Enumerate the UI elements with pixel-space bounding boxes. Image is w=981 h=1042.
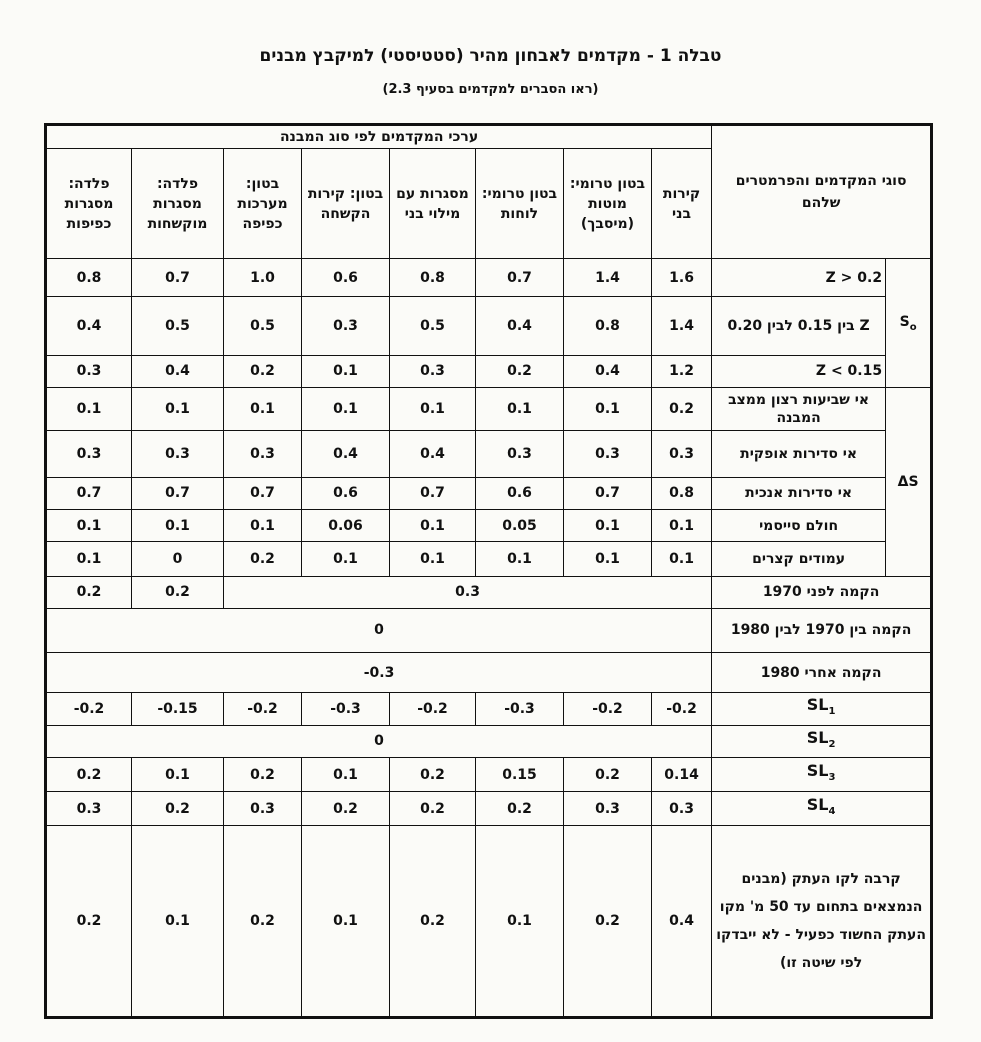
row-label: אי סדירות אנכית bbox=[712, 477, 886, 509]
group-s0-sub: o bbox=[909, 321, 917, 333]
col-header-masonry: קירות בני bbox=[652, 149, 712, 259]
table-row bbox=[46, 477, 932, 509]
sl-sub: 3 bbox=[828, 772, 836, 784]
cell: 0.6 bbox=[302, 259, 390, 297]
table-row bbox=[46, 576, 932, 608]
cell: 0.1 bbox=[132, 388, 224, 431]
cell: 0.6 bbox=[302, 477, 390, 509]
cell: -0.3 bbox=[302, 693, 390, 725]
row-label: הקמה לפני 1970 bbox=[712, 576, 932, 608]
cell: 0.3 bbox=[564, 431, 652, 477]
cell: 0.1 bbox=[224, 388, 302, 431]
table-row bbox=[46, 431, 932, 477]
cell: 0.2 bbox=[564, 757, 652, 791]
sl-text: SL bbox=[806, 695, 829, 715]
row-label: אי סדירות אופקית bbox=[712, 431, 886, 477]
col-header-infill-frames: מסגרות עם מילוי בני bbox=[390, 149, 476, 259]
cell: -0.15 bbox=[132, 693, 224, 725]
cell: 1.4 bbox=[564, 259, 652, 297]
table-title: טבלה 1 - מקדמים לאבחון מהיר (סטטיסטי) למיקבץ מבנים bbox=[259, 46, 722, 66]
cell: 0.2 bbox=[390, 792, 476, 826]
cell: 1.4 bbox=[652, 297, 712, 355]
cell: 0.4 bbox=[132, 355, 224, 387]
row-label-sl4 bbox=[712, 792, 932, 826]
cell: 0.3 bbox=[46, 355, 132, 387]
merged-cell: 0 bbox=[46, 608, 712, 652]
cell: 0.2 bbox=[224, 542, 302, 576]
cell: 0.1 bbox=[46, 509, 132, 541]
row-label: אי שביעות רצון ממצב המבנה bbox=[712, 388, 886, 431]
cell: 0.3 bbox=[302, 297, 390, 355]
group-s0-text: S bbox=[899, 313, 910, 330]
merged-cell: -0.3 bbox=[46, 653, 712, 693]
cell: 0.1 bbox=[224, 509, 302, 541]
table-row bbox=[46, 608, 932, 652]
cell: 0.2 bbox=[476, 792, 564, 826]
row-label: Z בין 0.15 לבין 0.20 bbox=[712, 297, 886, 355]
cell: 0.1 bbox=[476, 826, 564, 1018]
cell: 0.6 bbox=[476, 477, 564, 509]
cell: 0.1 bbox=[564, 388, 652, 431]
cell: -0.2 bbox=[564, 693, 652, 725]
cell: -0.2 bbox=[224, 693, 302, 725]
category-header: סוגי המקדמים והפרמטרים שלהם bbox=[712, 125, 932, 259]
cell: 0.2 bbox=[390, 826, 476, 1018]
cell: 0.3 bbox=[46, 792, 132, 826]
table-row bbox=[46, 653, 932, 693]
cell: 0.2 bbox=[390, 757, 476, 791]
cell: 0.8 bbox=[564, 297, 652, 355]
group-label-s0 bbox=[886, 259, 932, 388]
cell: 0.1 bbox=[302, 826, 390, 1018]
values-group-header: ערכי המקדמים לפי סוג המבנה bbox=[46, 125, 712, 149]
row-label: חולם סייסמי bbox=[712, 509, 886, 541]
cell: 0.5 bbox=[132, 297, 224, 355]
cell: 0.1 bbox=[390, 542, 476, 576]
col-header-concrete-shear-walls: בטון: קירות הקשחה bbox=[302, 149, 390, 259]
col-header-steel-braced: פלדה: מסגרות מוקשחות bbox=[132, 149, 224, 259]
cell: 0.1 bbox=[302, 355, 390, 387]
cell: 0.3 bbox=[564, 792, 652, 826]
row-label: הקמה אחרי 1980 bbox=[712, 653, 932, 693]
col-header-concrete-moment: בטון: מערכות כפיפה bbox=[224, 149, 302, 259]
row-label: Z < 0.15 bbox=[712, 355, 886, 387]
table-row bbox=[46, 388, 932, 431]
cell: 0.1 bbox=[564, 542, 652, 576]
cell: 0.5 bbox=[224, 297, 302, 355]
cell: 0.8 bbox=[390, 259, 476, 297]
cell: 0.1 bbox=[476, 542, 564, 576]
cell: 0.3 bbox=[652, 431, 712, 477]
cell: 0.1 bbox=[390, 509, 476, 541]
table-row bbox=[46, 757, 932, 791]
cell: 0.7 bbox=[46, 477, 132, 509]
cell: 0.3 bbox=[132, 431, 224, 477]
cell: 0.2 bbox=[224, 355, 302, 387]
cell: 0.2 bbox=[46, 576, 132, 608]
cell: 0.1 bbox=[302, 542, 390, 576]
cell: 0.2 bbox=[46, 757, 132, 791]
sl-text: SL bbox=[806, 727, 829, 747]
cell: 0.7 bbox=[132, 259, 224, 297]
row-label-sl1 bbox=[712, 693, 932, 725]
cell: 0.14 bbox=[652, 757, 712, 791]
cell: 0.2 bbox=[132, 792, 224, 826]
sl-text: SL bbox=[806, 760, 829, 780]
cell: 0.2 bbox=[564, 826, 652, 1018]
cell: 0.5 bbox=[390, 297, 476, 355]
sl-sub: 2 bbox=[828, 738, 836, 750]
cell: 0.2 bbox=[132, 576, 224, 608]
merged-cell: 0 bbox=[46, 725, 712, 757]
table-row bbox=[46, 725, 932, 757]
cell: 0.3 bbox=[390, 355, 476, 387]
cell: 0.1 bbox=[564, 509, 652, 541]
cell: 0.1 bbox=[652, 542, 712, 576]
cell: 0.7 bbox=[224, 477, 302, 509]
col-header-precast-slabs: בטון טרומי: לוחות bbox=[476, 149, 564, 259]
row-label: Z > 0.2 bbox=[712, 259, 886, 297]
cell: 0.2 bbox=[302, 792, 390, 826]
cell: 0.2 bbox=[224, 757, 302, 791]
table-row bbox=[46, 259, 932, 297]
cell: 0.7 bbox=[564, 477, 652, 509]
cell: 0.3 bbox=[224, 792, 302, 826]
cell: -0.2 bbox=[390, 693, 476, 725]
table-row bbox=[46, 509, 932, 541]
cell: 1.0 bbox=[224, 259, 302, 297]
col-header-steel-moment: פלדה: מסגרות כפיפות bbox=[46, 149, 132, 259]
cell: 0.1 bbox=[132, 826, 224, 1018]
cell: 0.06 bbox=[302, 509, 390, 541]
table-subtitle: (ראו הסברים למקדמים בסעיף 2.3) bbox=[382, 82, 599, 97]
cell: 0.4 bbox=[390, 431, 476, 477]
cell: -0.2 bbox=[46, 693, 132, 725]
cell: 0.1 bbox=[302, 388, 390, 431]
row-label-sl3 bbox=[712, 757, 932, 791]
table-row bbox=[46, 355, 932, 387]
cell: 0.7 bbox=[132, 477, 224, 509]
cell: 0.4 bbox=[564, 355, 652, 387]
cell: 1.6 bbox=[652, 259, 712, 297]
sl-sub: 1 bbox=[828, 706, 836, 718]
cell: 0 bbox=[132, 542, 224, 576]
merged-cell: 0.3 bbox=[224, 576, 712, 608]
row-label: קרבה לקו העתק (מבנים הנמצאים בתחום עד 50 מ' מקו העתק החשוד כפעיל - לא ייבדקו לפי שיטה זו) bbox=[712, 826, 932, 1018]
cell: 0.7 bbox=[476, 259, 564, 297]
cell: 0.7 bbox=[390, 477, 476, 509]
group-label-ds: ΔS bbox=[886, 388, 932, 576]
cell: 0.2 bbox=[224, 826, 302, 1018]
row-label-sl2 bbox=[712, 725, 932, 757]
cell: 0.8 bbox=[46, 259, 132, 297]
cell: 0.1 bbox=[46, 542, 132, 576]
cell: 0.3 bbox=[476, 431, 564, 477]
table-row bbox=[46, 693, 932, 725]
cell: 0.1 bbox=[46, 388, 132, 431]
cell: 0.3 bbox=[224, 431, 302, 477]
cell: 0.2 bbox=[476, 355, 564, 387]
cell: 0.2 bbox=[652, 388, 712, 431]
cell: -0.2 bbox=[652, 693, 712, 725]
cell: 0.4 bbox=[302, 431, 390, 477]
cell: 0.15 bbox=[476, 757, 564, 791]
cell: 0.1 bbox=[132, 757, 224, 791]
row-label: הקמה בין 1970 לבין 1980 bbox=[712, 608, 932, 652]
row-label: עמודים קצרים bbox=[712, 542, 886, 576]
sl-text: SL bbox=[806, 795, 829, 815]
cell: 0.1 bbox=[132, 509, 224, 541]
cell: 0.4 bbox=[652, 826, 712, 1018]
cell: 0.1 bbox=[390, 388, 476, 431]
cell: -0.3 bbox=[476, 693, 564, 725]
cell: 0.3 bbox=[652, 792, 712, 826]
cell: 1.2 bbox=[652, 355, 712, 387]
cell: 0.4 bbox=[476, 297, 564, 355]
col-header-precast-bars: בטון טרומי: מוטות (מיסבך) bbox=[564, 149, 652, 259]
cell: 0.05 bbox=[476, 509, 564, 541]
table-row bbox=[46, 826, 932, 1018]
cell: 0.1 bbox=[652, 509, 712, 541]
cell: 0.1 bbox=[302, 757, 390, 791]
cell: 0.1 bbox=[476, 388, 564, 431]
table-row bbox=[46, 792, 932, 826]
cell: 0.8 bbox=[652, 477, 712, 509]
cell: 0.3 bbox=[46, 431, 132, 477]
cell: 0.4 bbox=[46, 297, 132, 355]
coefficients-table bbox=[44, 123, 933, 1019]
table-row bbox=[46, 542, 932, 576]
sl-sub: 4 bbox=[828, 806, 836, 818]
cell: 0.2 bbox=[46, 826, 132, 1018]
table-row bbox=[46, 297, 932, 355]
